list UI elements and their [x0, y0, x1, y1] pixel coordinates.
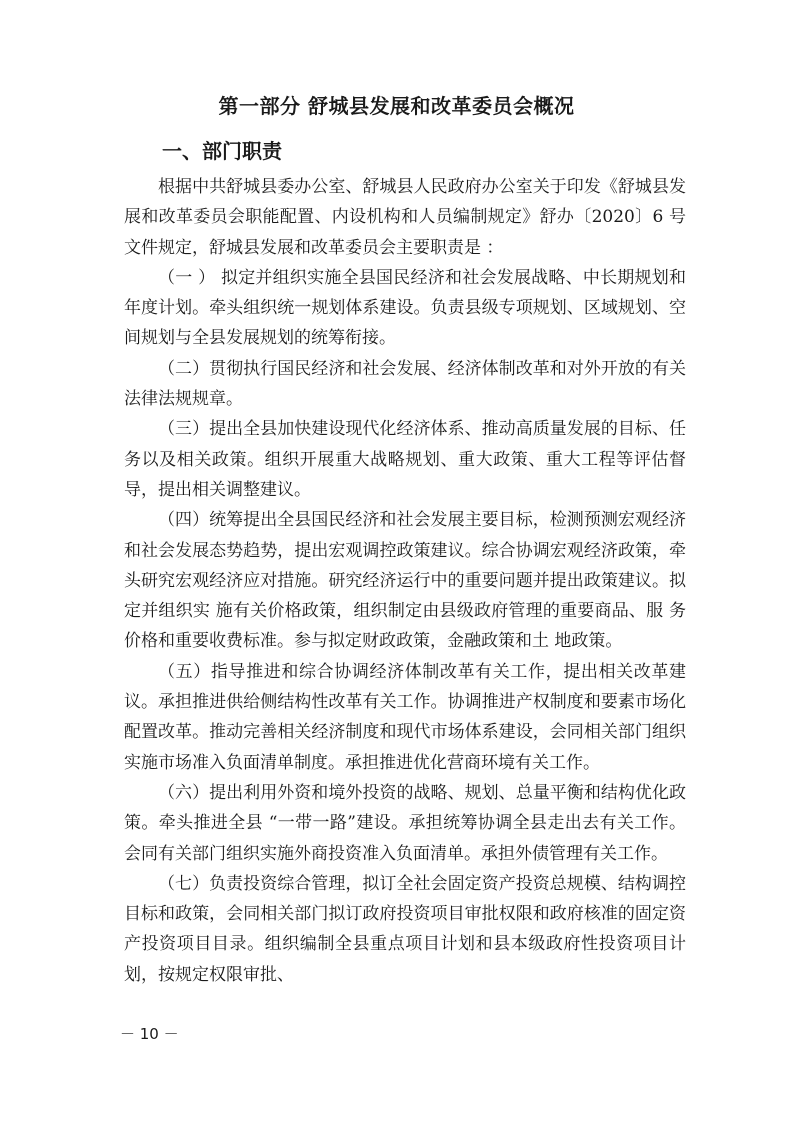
- paragraph-item-6: （六）提出利用外资和境外投资的战略、规划、总量平衡和结构优化政策。牵头推进全县 “一带一路”建设。承担统筹协调全县走出去有关工作。会同有关部门组织实施外商投资准入负面清单。承担外债管理有关工作。: [124, 782, 686, 864]
- paragraph-item-2: （二）贯彻执行国民经济和社会发展、经济体制改革和对外开放的有关法律法规规章。: [124, 358, 686, 410]
- paragraph-item-1: （一 ） 拟定并组织实施全县国民经济和社会发展战略、中长期规划和年度计划。牵头组织统一规划体系建设。负责县级专项规划、区域规划、空间规划与全县发展规划的统筹衔接。: [124, 267, 686, 349]
- paragraph-item-5: （五）指导推进和综合协调经济体制改革有关工作，提出相关改革建议。承担推进供给侧结构性改革有关工作。协调推进产权制度和要素市场化配置改革。推动完善相关经济制度和现代市场体系建设，会同相关部门组织实施市场准入负面清单制度。承担推进优化营商环境有关工作。: [124, 661, 686, 773]
- page-title: 第一部分 舒城县发展和改革委员会概况: [218, 94, 575, 118]
- paragraph-intro: 根据中共舒城县委办公室、舒城县人民政府办公室关于印发《舒城县发展和改革委员会职能配置、内设机构和人员编制规定》舒办〔2020〕6 号文件规定，舒城县发展和改革委员会主要职责是 ：: [124, 177, 686, 258]
- section-heading: 一、部门职责: [162, 139, 282, 163]
- paragraph-item-7: （七）负责投资综合管理，拟订全社会固定资产投资总规模、结构调控目标和政策，会同相关部门拟订政府投资项目审批权限和政府核准的固定资产投资项目目录。组织编制全县重点项目计划和县本级政府性投资项目计划，按规定权限审批、: [124, 873, 686, 985]
- paragraph-item-4: （四）统筹提出全县国民经济和社会发展主要目标，检测预测宏观经济和社会发展态势趋势，提出宏观调控政策建议。综合协调宏观经济政策，牵头研究宏观经济应对措施。研究经济运行中的重要问题并提出政策建议。拟定并组织实 施有关价格政策，组织制定由县级政府管理的重要商品、服 务价格和重要收费标准。参与拟定财政政策，金融政策和土 地政策。: [124, 510, 686, 652]
- paragraph-item-3: （三）提出全县加快建设现代化经济体系、推动高质量发展的目标、任务以及相关政策。组织开展重大战略规划、重大政策、重大工程等评估督导，提出相关调整建议。: [124, 419, 686, 500]
- page-number: － 10 －: [120, 1025, 179, 1043]
- document-body: [124, 172, 686, 990]
